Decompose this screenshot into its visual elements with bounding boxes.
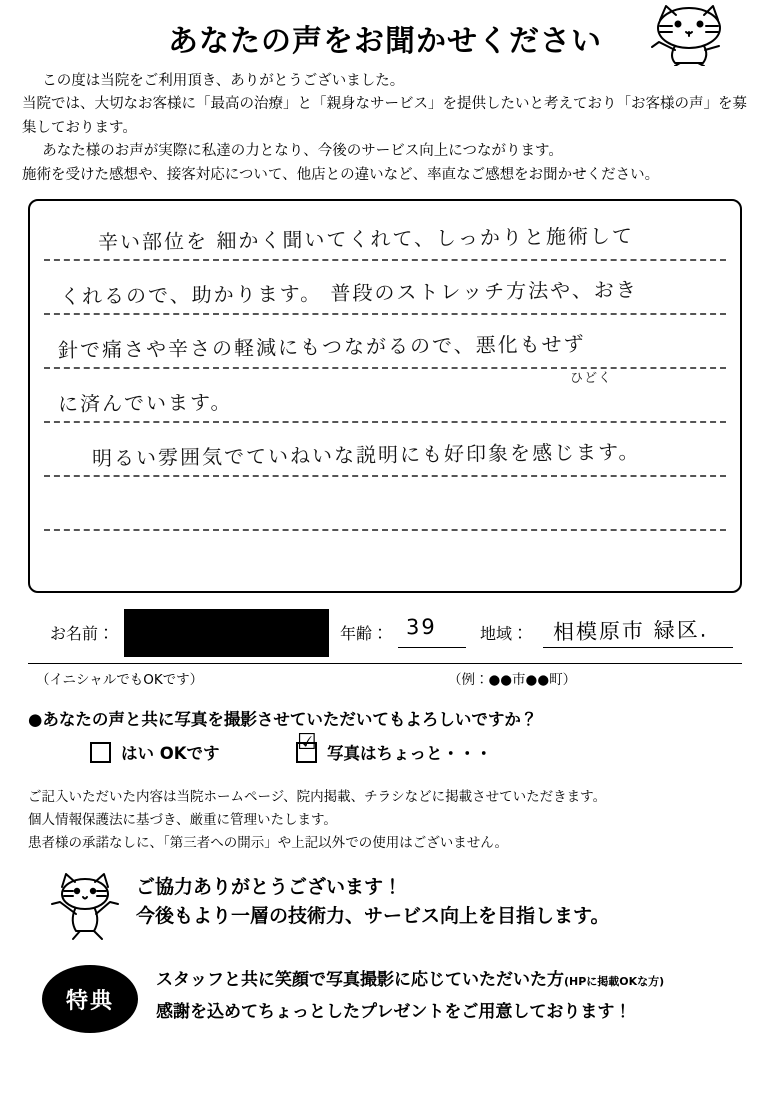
handwritten-line-4: に済んでいます。 [57, 390, 233, 417]
rule-line [44, 529, 726, 531]
handwritten-line-2: くれるので、助かります。 普段のストレッチ方法や、おき [59, 277, 638, 309]
choice-yes-label: はい OKです [121, 744, 220, 764]
field-notes [28, 668, 742, 690]
rule-line [44, 475, 726, 477]
handwritten-line-1: 辛い部位を 細かく聞いてくれて、しっかりと施術して [97, 224, 635, 255]
intro-text [22, 70, 748, 187]
name-label: お名前： [50, 624, 115, 644]
thanks-text [136, 873, 609, 930]
checkbox-unchecked-icon[interactable] [90, 742, 111, 763]
age-value[interactable]: 39 [405, 615, 437, 640]
fine-print-line-3: 患者様の承諾なしに、「第三者への開示」や上記以外での使用はございません。 [28, 835, 509, 852]
intro-line-3: あなた様のお声が実際に私達の力となり、今後のサービス向上につながります。 [42, 143, 563, 160]
bonus-line-1-main: スタッフと共に笑顔で写真撮影に応じていただいた方 [156, 970, 564, 991]
age-underline [398, 647, 466, 648]
rule-line [44, 367, 726, 369]
checkbox-checked-icon[interactable] [296, 729, 317, 763]
cat-waving-icon [620, 2, 730, 66]
bonus-badge: 特典 [42, 965, 138, 1033]
bonus-text [156, 965, 664, 1028]
thanks-line-2: 今後もより一層の技術力、サービス向上を目指します。 [136, 904, 610, 927]
thanks-block [28, 869, 742, 947]
area-label: 地域： [480, 624, 529, 644]
cat-cheering-icon [40, 869, 124, 945]
fine-print-line-1: ご記入いただいた内容は当院ホームページ、院内掲載、チラシなどに掲載させていただきます。 [28, 789, 607, 806]
area-value[interactable]: 相模原市 緑区. [552, 618, 709, 645]
fine-print [28, 786, 742, 855]
name-redaction [124, 609, 329, 657]
page-title: あなたの声をお聞かせください [168, 24, 602, 59]
check-mark-icon: ☑ [297, 729, 317, 755]
age-label: 年齢： [340, 624, 389, 644]
name-note: （イニシャルでもOKです） [36, 672, 204, 689]
choice-no[interactable] [296, 729, 492, 764]
photo-choices [28, 729, 742, 770]
handwritten-line-5: 明るい雰囲気でていねいな説明にも好印象を感じます。 [91, 440, 641, 471]
rule-line [44, 259, 726, 261]
fine-print-line-2: 個人情報保護法に基づき、厳重に管理いたします。 [28, 812, 337, 829]
area-note: （例：●●市●●町） [448, 672, 577, 689]
choice-yes[interactable] [90, 740, 220, 764]
photo-question-label: ●あなたの声と共に写真を撮影させていただいてもよろしいですか？ [28, 710, 538, 730]
bonus-line-1-small: (HPに掲載OKな方) [564, 975, 665, 989]
intro-line-2: 当院では、大切なお客様に「最高の治療」と「親身なサービス」を提供したいと考えており「お客様の声」を募集しております。 [22, 96, 747, 136]
intro-line-1: この度は当院をご利用頂き、ありがとうございました。 [42, 73, 405, 89]
rule-line [44, 421, 726, 423]
area-underline [543, 647, 733, 648]
page-header [0, 0, 770, 66]
respondent-fields [28, 607, 742, 661]
free-comment-box[interactable] [28, 199, 742, 593]
thanks-line-1: ご協力ありがとうございます！ [136, 876, 403, 899]
rule-line [44, 313, 726, 315]
bonus-line-2: 感謝を込めてちょっとしたプレゼントをご用意しております！ [156, 1001, 632, 1022]
choice-no-label: 写真はちょっと・・・ [327, 744, 492, 764]
divider [28, 663, 742, 664]
handwritten-line-3: 針で痛さや辛さの軽減にもつながるので、悪化もせず [57, 332, 586, 363]
bonus-block [28, 961, 742, 1057]
bonus-line-1 [156, 965, 664, 996]
intro-line-4: 施術を受けた感想や、接客対応について、他店との違いなど、率直なご感想をお聞かせください。 [22, 166, 660, 183]
handwritten-annotation: ひどく [569, 371, 613, 387]
